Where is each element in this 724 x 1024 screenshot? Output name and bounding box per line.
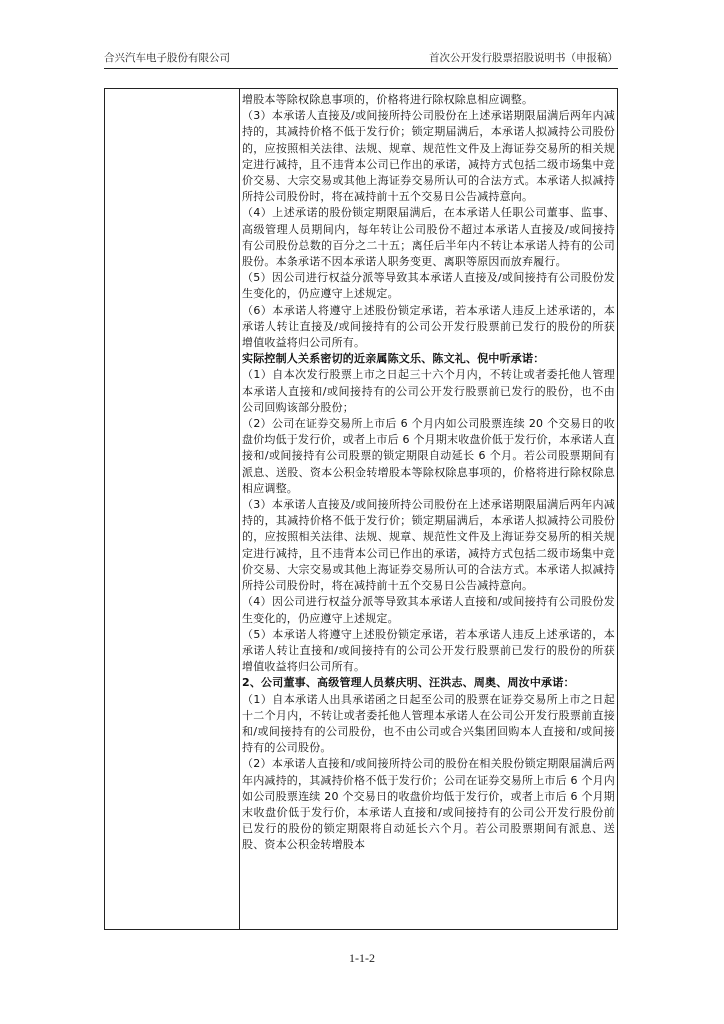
- commitment-paragraph: 增股本等除权除息事项的，价格将进行除权除息相应调整。: [242, 93, 534, 106]
- section-heading: 实际控制人关系密切的近亲属陈文乐、陈文礼、倪中听承诺：: [242, 352, 545, 366]
- commitment-paragraph: （1）自本承诺人出具承诺函之日起至公司的股票在证券交易所上市之日起十二个月内，不转让或者委托他人管理本承诺人在公司公开发行股票前直接和/或间接持有的公司股份，也不由公司或合兴集团回购本人直接和/或间接持有的公司股份。: [242, 692, 615, 755]
- commitment-paragraph: （5）因公司进行权益分派等导致其本承诺人直接及/或间接持有公司股份发生变化的，仍应遵守上述规定。: [242, 271, 615, 301]
- table-column-divider: [239, 89, 240, 929]
- section-heading: 2、公司董事、高级管理人员蔡庆明、汪洪志、周奥、周汝中承诺：: [242, 676, 575, 690]
- header-rule: [104, 68, 618, 69]
- commitment-paragraph: （4）上述承诺的股份锁定期限届满后，在本承诺人任职公司董事、监事、高级管理人员期间内，每年转让公司股份不超过本承诺人直接及/或间接持有公司股份总数的百分之二十五；离任后半年内不转让本承诺人持有的公司股份。本条承诺不因本承诺人职务变更、离职等原因而放弃履行。: [242, 206, 615, 269]
- commitment-text-cell: [242, 92, 615, 854]
- commitment-paragraph: （6）本承诺人将遵守上述股份锁定承诺，若本承诺人违反上述承诺的，本承诺人转让直接及/或间接持有的公司公开发行股票前已发行的股份的所获增值收益将归公司所有。: [242, 303, 615, 350]
- page-header: [104, 50, 618, 66]
- header-document-title: 首次公开发行股票招股说明书（申报稿）: [429, 52, 618, 64]
- commitment-paragraph: （3）本承诺人直接及/或间接所持公司股份在上述承诺期限届满后两年内减持的，其减持价格不低于发行价；锁定期届满后，本承诺人拟减持公司股份的，应按照相关法律、法规、规章、规范性文件及上海证券交易所的相关规定进行减持，且不违背本公司已作出的承诺，减持方式包括二级市场集中竞价交易、大宗交易或其他上海证券交易所认可的合法方式。本承诺人拟减持所持公司股份时，将在减持前十五个交易日公告减持意向。: [242, 498, 615, 593]
- commitment-paragraph: （2）公司在证券交易所上市后 6 个月内如公司股票连续 20 个交易日的收盘价均低于发行价，或者上市后 6 个月期末收盘价低于发行价，本承诺人直接和/或间接持有公司股票的锁定期限自动延长 6 个月。若公司股票期间有派息、送股、资本公积金转增股本等除权除息事项的，价格将进行除权除息相应调整。: [242, 417, 615, 495]
- commitment-table: [104, 88, 618, 930]
- commitment-paragraph: （5）本承诺人将遵守上述股份锁定承诺，若本承诺人违反上述承诺的，本承诺人转让直接和/或间接持有的公司公开发行股票前已发行的股份的所获增值收益将归公司所有。: [242, 627, 615, 674]
- header-company-name: 合兴汽车电子股份有限公司: [104, 52, 230, 64]
- commitment-paragraph: （1）自本次发行股票上市之日起三十六个月内，不转让或者委托他人管理本承诺人直接和/或间接持有的公司公开发行股票前已发行的股份，也不由公司回购该部分股份；: [242, 368, 615, 414]
- commitment-paragraph: （4）因公司进行权益分派等导致其本承诺人直接和/或间接持有公司股份发生变化的，仍应遵守上述规定。: [242, 595, 615, 625]
- commitment-paragraph: （3）本承诺人直接及/或间接所持公司股份在上述承诺期限届满后两年内减持的，其减持价格不低于发行价；锁定期届满后，本承诺人拟减持公司股份的，应按照相关法律、法规、规章、规范性文件及上海证券交易所的相关规定进行减持，且不违背本公司已作出的承诺，减持方式包括二级市场集中竞价交易、大宗交易或其他上海证券交易所认可的合法方式。本承诺人拟减持所持公司股份时，将在减持前十五个交易日公告减持意向。: [242, 109, 615, 204]
- page-number: 1-1-2: [349, 951, 375, 965]
- commitment-paragraph: （2）本承诺人直接和/或间接所持公司的股份在相关股份锁定期限届满后两年内减持的，其减持价格不低于发行价；公司在证券交易所上市后 6 个月内如公司股票连续 20 个交易日的收盘价均低于发行价，或者上市后 6 个月期末收盘价低于发行价，本承诺人直接和/或间接持有的公司公开发行股份前已发行的股份的锁定期限将自动延长六个月。若公司股票期间有派息、送股、资本公积金转增股本: [242, 757, 615, 852]
